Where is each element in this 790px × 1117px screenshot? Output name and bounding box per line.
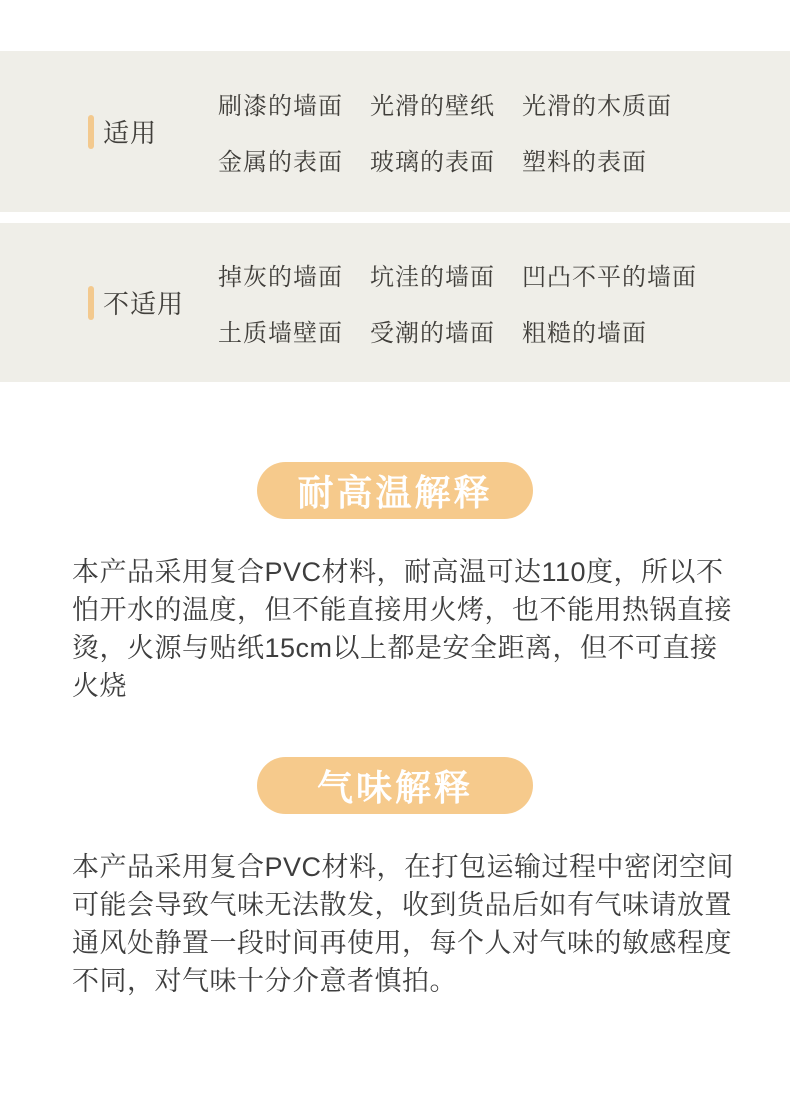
surface-item: 坑洼的墙面 — [370, 264, 495, 291]
heat-resistance-title: 耐高温解释 — [297, 472, 493, 513]
applicable-section-header — [88, 113, 218, 150]
not-applicable-section — [0, 223, 790, 382]
surface-item: 土质墙壁面 — [218, 320, 343, 347]
applicable-items-row-1 — [218, 86, 672, 121]
accent-bar — [88, 115, 94, 149]
not-applicable-section-header — [88, 284, 218, 321]
odor-title: 气味解释 — [316, 767, 473, 808]
section-label-applicable: 适用 — [103, 118, 158, 148]
surface-item: 光滑的木质面 — [522, 93, 672, 120]
not-applicable-items-row-1 — [218, 257, 697, 292]
surface-item: 刷漆的墙面 — [218, 93, 343, 120]
not-applicable-items-row-2 — [218, 313, 697, 348]
surface-item: 受潮的墙面 — [370, 320, 495, 347]
surface-item: 玻璃的表面 — [370, 149, 495, 176]
surface-item: 粗糙的墙面 — [522, 320, 647, 347]
heat-resistance-text: 本产品采用复合PVC材料，耐高温可达110度，所以不怕开水的温度，但不能直接用火烤，也不能用热锅直接烫，火源与贴纸15cm以上都是安全距离，但不可直接火烧 — [72, 557, 732, 701]
surface-item: 掉灰的墙面 — [218, 264, 343, 291]
applicable-section — [0, 51, 790, 212]
heat-resistance-title-badge — [257, 462, 533, 519]
section-label-not-applicable: 不适用 — [103, 289, 185, 319]
odor-title-badge — [257, 757, 533, 814]
odor-text: 本产品采用复合PVC材料，在打包运输过程中密闭空间可能会导致气味无法散发，收到货品后如有气味请放置通风处静置一段时间再使用，每个人对气味的敏感程度不同，对气味十分介意者慎拍。 — [72, 852, 735, 996]
surface-item: 塑料的表面 — [522, 149, 647, 176]
applicable-items — [218, 86, 672, 177]
accent-bar — [88, 286, 94, 320]
surface-item: 凹凸不平的墙面 — [522, 264, 697, 291]
applicable-items-row-2 — [218, 142, 672, 177]
surface-item: 金属的表面 — [218, 149, 343, 176]
surface-item: 光滑的壁纸 — [370, 93, 495, 120]
not-applicable-items — [218, 257, 697, 348]
